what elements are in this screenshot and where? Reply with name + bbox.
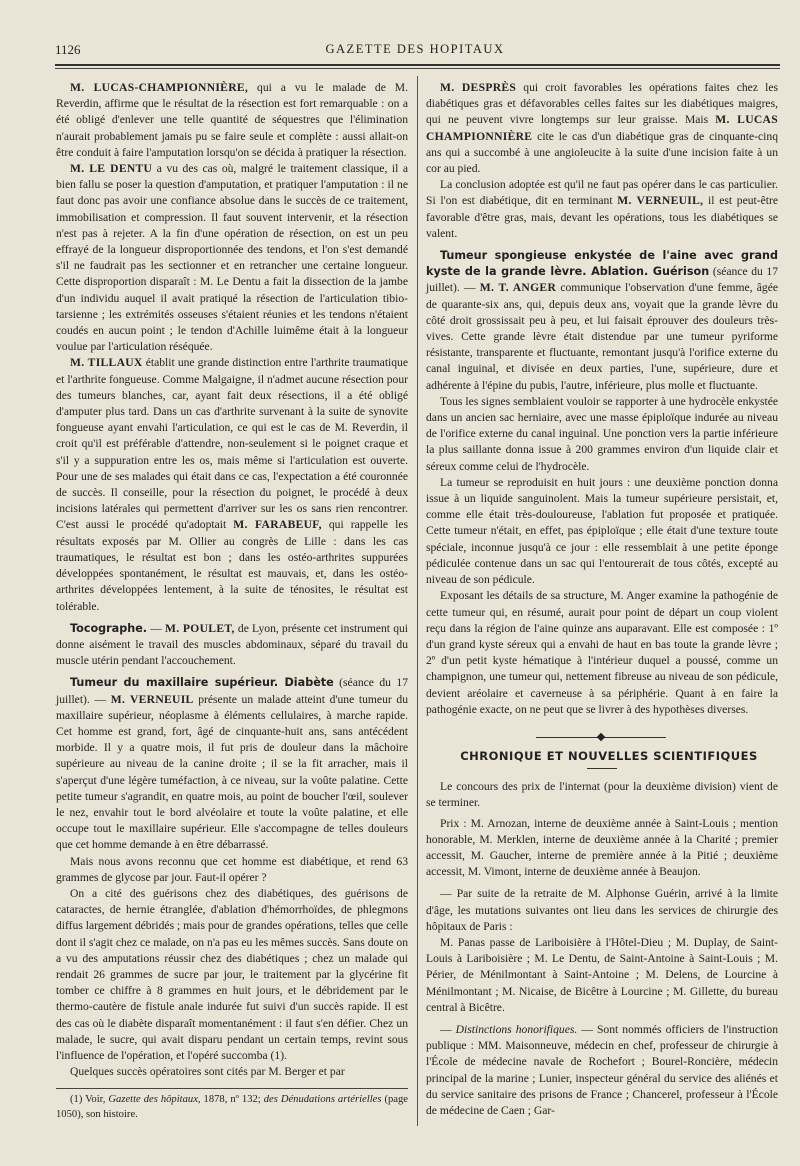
- paragraph-text: — Sont nommés officiers de l'instruction publique : MM. Maisonneuve, médecin en chef, professeur de chirurgie à l'École de médecine navale de Rochefort ; Bourel-Roncière, médecin principal de la marine ; Lunier, inspecteur général du service des aliénés et du service sanitaire des prisons de France ; Chancerel, professeur à l'École de médecine de Caen ; Gar-: [426, 1022, 778, 1117]
- paragraph: [56, 355, 408, 614]
- short-rule: [587, 768, 617, 769]
- paragraph: Exposant les détails de sa structure, M. Anger examine la pathogénie de cette tumeur qui, en résumé, aurait pour point de départ un coup violent reçu dans la région de l'aine quinze ans auparavant. Elle est composée : 1º d'un grand kyste séreux qui a envahi de haut en bas toute la grande lèvre ; 2º d'un petit kyste hématique à l'intérieur duquel a poussé, comme un champignon, une tumeur qui, nettement fibreuse au niveau de son pédicule, devient aréolaire et caverneuse à sa périphérie. Quant à en faire la pathogénie exacte, on ne peut que se livrer à des hypothèses diverses.: [426, 589, 778, 716]
- diamond-icon: [597, 733, 605, 741]
- subsection-heading: Distinctions honorifiques.: [455, 1022, 578, 1036]
- footnote-citation: des Dénudations artérielles: [263, 1094, 382, 1106]
- column-divider: [417, 76, 418, 1126]
- paragraph: [56, 161, 408, 355]
- speaker-name: M. T. ANGER: [479, 281, 557, 295]
- section-title: CHRONIQUE ET NOUVELLES SCIENTIFIQUES: [460, 748, 758, 763]
- speaker-name: M. VERNEUIL: [110, 692, 194, 706]
- speaker-name: M. LE DENTU: [70, 162, 153, 176]
- paragraph-text: La conclusion adoptée est qu'il ne faut pas opérer dans le cas particulier. Si l'on est diabétique, dit en terminant: [426, 178, 778, 208]
- session-date: (séance du 17 juillet). —: [56, 676, 408, 706]
- paragraph-text: cite le cas d'un diabétique gras de cinquante-cinq ans qui a succombé à une angioleucite à la suite d'une incision faite à un cor au pied.: [426, 129, 778, 176]
- journal-title: GAZETTE DES HOPITAUX: [325, 42, 505, 56]
- speaker-name: M. LUCAS-CHAMPIONNIÈRE,: [70, 81, 249, 94]
- paragraph: [56, 675, 408, 853]
- paragraph: [426, 248, 778, 394]
- section-heading: Tocographe.: [70, 621, 148, 635]
- separator: —: [440, 1022, 456, 1036]
- paragraph-text: qui a vu le malade de M. Reverdin, affirme que le résultat de la résection est fort remarquable : on a été obligé d'enlever une telle quantité de séquestres que l'élimination n'aurait probablement jamais pu se faire seule et complète : aussi allait-on être conduit à faire l'amputation lorsqu'on se décida à pratiquer la résection.: [56, 81, 408, 159]
- footnote: [56, 1093, 408, 1122]
- paragraph: La tumeur se reproduisit en huit jours : une deuxième ponction donna issue à un liquide sanguinolent. Mais la tumeur supérieure persistait, et, comme elle était très-douloureuse, l'ablation fut proposée et pratiquée. Cette tumeur n'était, en effet, pas épiploïque ; elle était d'une texture toute spéciale, inconnue jusqu'à ce jour : elle ressemblait à une petite éponge pédiculée contenue dans un sac qui l'entourerait de tous côtés, excepté au niveau de son pédicule.: [426, 475, 778, 587]
- paragraph-text: qui rappelle les résultats exposés par M. Ollier au congrès de Lille : dans les cas traumatiques, le résultat est bon ; dans les ostéo-arthrites suppurées développées spontanément, le résultat est mauvais, et, dans les ostéo-arthrites développées lentement, à la suite de ténosites, le résultat est tolérable.: [56, 518, 409, 613]
- header-rule-thin: [55, 68, 780, 69]
- paragraph: — Par suite de la retraite de M. Alphonse Guérin, arrivé à la limite d'âge, les mutations suivantes ont lieu dans les services de chirurgie des hôpitaux de Paris :: [426, 887, 778, 933]
- separator: —: [147, 621, 165, 635]
- paragraph-text: présente un malade atteint d'une tumeur du maxillaire supérieur, néoplasme à éléments cellulaires, à marche rapide. Cet homme est grand, fort, âgé de cinquante-huit ans, sans antécédent morbide. Il y a quatre mois, il fut pris de douleur dans la mâchoire supérieure au niveau de la canine droite ; il se la fit arracher, mais il s'aperçut d'une légère tuméfaction, à ce niveau, sur la voûte palatine. Cette petite tumeur s'agrandit, en quatre mois, au point de boucher l'œil, soulever le nez, envahir tout le bord alvéolaire et toute la voûte palatine, et elle occupe tout le maxillaire supérieur. Elle s'accompagne de telles douleurs que cet homme demande à en être débarrassé.: [56, 692, 409, 852]
- paragraph-text: établit une grande distinction entre l'arthrite traumatique et l'arthrite fongueuse. Comme Malgaigne, il n'admet aucune résection pour des tumeurs blanches, car, ayant fait deux résections, il a été obligé d'amputer plus tard. Dans un cas d'arthrite survenant à la suite de synovite fongueuse ayant envahi l'articulation, ce qui est le cas de M. Reverdin, il croit qu'il est préférable d'attendre, non-seulement si le poignet craque et s'il y a suppuration entre les os, mais même si l'articulation est ouverte. Pour une de ses malades qui était dans ce cas, l'expectation a été couronnée de succès. Il conseille, pour la résection du poignet, le procédé à deux incisions latérales qui permettent d'arriver sur les os sans rien rencontrer. C'est aussi le procédé qu'adoptait: [56, 356, 408, 532]
- left-column: [56, 80, 408, 1122]
- speaker-name: M. DESPRÈS: [440, 81, 517, 94]
- paragraph-text: de Lyon, présente cet instrument qui donne aisément le travail des muscles abdominaux, séparé du travail du muscle utérin pendant l'accouchement.: [56, 621, 409, 668]
- footnote-text: (page 1050), son histoire.: [56, 1094, 408, 1120]
- footnote-text: (1) Voir,: [70, 1094, 109, 1106]
- right-column: [426, 80, 778, 1119]
- paragraph: [56, 621, 408, 670]
- speaker-name: M. LUCAS CHAMPIONNIÈRE: [426, 113, 778, 143]
- speaker-name: M. TILLAUX: [70, 356, 143, 370]
- paragraph: Prix : M. Arnozan, interne de deuxième année à Saint-Louis ; mention honorable, M. Merklen, interne de deuxième année à la Charité ; premier accessit, M. Gaucher, interne de première année à la Pitié ; deuxième accessit, M. Vimont, interne de deuxième année à Beaujon.: [426, 816, 778, 879]
- paragraph: Quelques succès opératoires sont cités par M. Berger et par: [70, 1065, 345, 1079]
- paragraph: [426, 177, 778, 242]
- section-heading: Tumeur du maxillaire supérieur. Diabète: [70, 676, 334, 690]
- paragraph: [426, 80, 778, 177]
- header-rule-thick: [55, 64, 780, 66]
- paragraph: Tous les signes semblaient vouloir se rapporter à une hydrocèle enkystée dans un ancien sac herniaire, avec une masse épiploïque indurée au niveau de l'orifice externe du canal inguinal. Une ponction vers la partie inférieure la plus saillante donna issue à 200 grammes environ d'un liquide clair et séreux comme celui de l'hydrocèle.: [426, 394, 778, 473]
- paragraph-text: il est peut-être favorable d'être gras, mais, devant les opérations, tous les diabétiques se valent.: [426, 194, 778, 240]
- page-header: [55, 42, 775, 62]
- speaker-name: M. VERNEUIL,: [617, 194, 704, 208]
- paragraph: [426, 1022, 778, 1119]
- paragraph: [56, 80, 408, 161]
- footnote-text: , 1878, nº 132;: [197, 1094, 264, 1106]
- section-heading: Tumeur spongieuse enkystée de l'aine avec grand kyste de la grande lèvre. Ablation. Guérison: [426, 249, 778, 279]
- paragraph-text: communique l'observation d'une femme, âgée de quarante-six ans, qui, depuis deux ans, voyait que la grande lèvre du côté droit grossissait peu à peu, et lui faisait éprouver des douleurs très-vives. Cette grande lèvre était distendue par une tumeur pyriforme résistante, transparente et fluctuante, remontant jusqu'à l'orifice externe du canal inguinal, et divisée en deux parties, l'une, supérieure, dure et adhérente à l'épine du pubis, l'autre, inférieure, plus molle et fluctuante.: [426, 281, 778, 392]
- page-number: 1126: [55, 42, 81, 57]
- paragraph: On a cité des guérisons chez des diabétiques, des guérisons de cataractes, de hernie étranglée, d'ablation d'hémorrhoïdes, de phlegmons diffus largement débridés ; mais pour de grandes opérations, telles que celle dont il s'agit chez ce malade, on n'a pas eu les mêmes succès. Sans doute on a vu des amputations réussir chez des diabétiques ; chez un malade qui rendait 26 grammes de sucre par jour, le traitement par la glycérine fit tomber ce chiffre à 8 grammes en huit jours, et le débridement par le thermo-cautère de fistule anale indurée fut suivi d'un succès rapide. Il est des cas où le diabète disparaît momentanément : il faut s'en défier. Chez un malade, le sucre, qui avait disparu pendant un certain temps, revint sous l'influence de l'opération, et l'opéré succomba (1).: [56, 886, 408, 1062]
- speaker-name: M. FARABEUF,: [233, 518, 322, 532]
- ornament-rule: [426, 732, 778, 742]
- paragraph: Mais nous avons reconnu que cet homme est diabétique, et rend 63 grammes de glycose par jour. Faut-il opérer ?: [56, 854, 408, 884]
- speaker-name: M. POULET,: [165, 621, 235, 635]
- paragraph: M. Panas passe de Lariboisière à l'Hôtel-Dieu ; M. Duplay, de Saint-Louis à Lariboisière ; M. Le Dentu, de Saint-Antoine à Saint-Louis ; M. Périer, de Ménilmontant à Saint-Antoine ; M. Delens, de Lourcine à Ménilmontant ; M. Nicaise, de Bicêtre à Lourcine ; M. Gillette, du bureau central à Bicêtre.: [426, 935, 778, 1014]
- session-date: (séance du 17 juillet). —: [426, 265, 779, 295]
- paragraph-text: a vu des cas où, malgré le traitement classique, il a bien fallu se poser la question d'amputation, et pratiquer l'amputation : il ne faut donc pas avoir une confiance absolue dans le succès de ce traitement, immobilisation et compression. Il faut souvent intervenir, et la résection n'est pas à rejeter. A la fin d'une opération de résection, on est un peu effrayé de la longueur disproportionnée des tendons, et l'on s'est demandé s'il ne faudrait pas les sectionner et en retrancher une certaine longueur. Cette disproportion disparaît : M. Le Dentu a fait la dissection de la jambe d'un individu auquel il avait pratiqué la résection de l'articulation tibio-tarsienne ; les extrémités osseuses s'étaient réunies et les tendons n'étaient coudés en aucun point ; le tendon d'Achille luimême était à la longueur voulue par l'articulation réséquée.: [56, 162, 408, 354]
- footnote-citation: Gazette des hôpitaux: [108, 1094, 198, 1106]
- footnote-rule: [56, 1088, 408, 1089]
- paragraph: Le concours des prix de l'internat (pour la deuxième division) vient de se terminer.: [426, 780, 778, 810]
- paragraph-text: qui croit favorables les opérations faites chez les diabétiques gras et défavorables celles faites sur les diabétiques maigres, qui ne peuvent vivre longtemps sur leur graisse. Mais: [426, 81, 778, 127]
